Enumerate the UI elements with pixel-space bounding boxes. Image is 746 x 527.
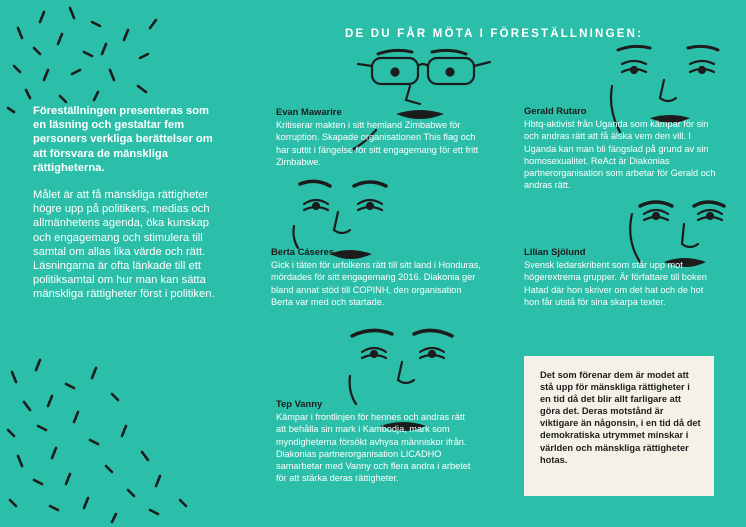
confetti-dashes-top-left — [8, 8, 156, 112]
section-heading: DE DU FÅR MÖTA I FÖRESTÄLLNINGEN: — [345, 28, 644, 40]
person-bio: Kämpar i frontlinjen för hennes och andras rätt att behålla sin mark i Kambodja, mark som myndigheterna försökt avhysa människor ifrån. Diakonias partnerorganisation LICADHO samarbetar med Vanny och flera andra i arbetet för att stärka deras rättigheter. — [276, 412, 471, 484]
person-bio: Kritiserar makten i sitt hemland Zimbabwe för korruption. Skapade organisationen This flag och har suttit i fängelse för sitt engagemang för ett fritt Zimbabwe. — [276, 120, 479, 167]
person-name: Tep Vanny — [276, 398, 323, 409]
person-bio: Gick i täten för urfolkens rätt till sitt land i Honduras, mördades för sitt engagemang 2016. Diakonia ger bland annat stöd till COPINH, den organisation Berta var med och startade. — [271, 260, 481, 307]
intro-section — [33, 104, 225, 302]
berta-face-drawing — [294, 181, 387, 248]
person-lilian — [524, 246, 716, 308]
intro-body: Målet är att få mänskliga rättigheter högre upp på politikers, medias och allmänhetens agenda, öka kunskap och engagemang och stimulera till samtal om allas lika värde och rätt. Läsningarna är ofta länkade till ett politiksamtal om hur man kan sätta mänskliga rättigheter först i politiken. — [33, 189, 215, 301]
person-berta — [271, 246, 483, 308]
person-gerald — [524, 105, 716, 191]
person-name: Evan Mawarire — [276, 106, 342, 117]
person-name: Gerald Rutaro — [524, 105, 587, 116]
person-evan — [276, 106, 488, 168]
intro-lead: Föreställningen presenteras som en läsning och gestaltar fem personers verkliga berättelser om att försvara de mänskliga rättigheterna. — [33, 105, 213, 174]
person-name: Lilian Sjölund — [524, 246, 586, 257]
person-bio: Hbtq-aktivist från Uganda som kämpar för sin och andras rätt att få älska vem den vill. I Uganda kan man bli fängslad på grund av sin homosexualitet. ReAct är Diakonias partnerorganisation som arbetar för Gerald och andras rätt. — [524, 119, 716, 191]
confetti-dashes-bottom-left — [8, 360, 186, 522]
person-tep — [276, 398, 476, 484]
person-bio: Svensk ledarskribent som står upp mot högerextrema grupper. Är författare till boken Hatad där hon skriver om det hat och de hot hon får utstå för sina skarpa texter. — [524, 260, 707, 307]
person-name: Berta Cáseres — [271, 246, 335, 257]
tep-face-drawing — [350, 330, 452, 404]
callout-text: Det som förenar dem är modet att stå upp för mänskliga rättigheter i en tid då det blir allt farligare att göra det. Deras motstånd är viktigare än någonsin, i en tid då det demokratiska utrymmet minskar i världen och mänskliga rättigheter hotas. — [540, 370, 701, 465]
callout-box — [524, 356, 714, 496]
